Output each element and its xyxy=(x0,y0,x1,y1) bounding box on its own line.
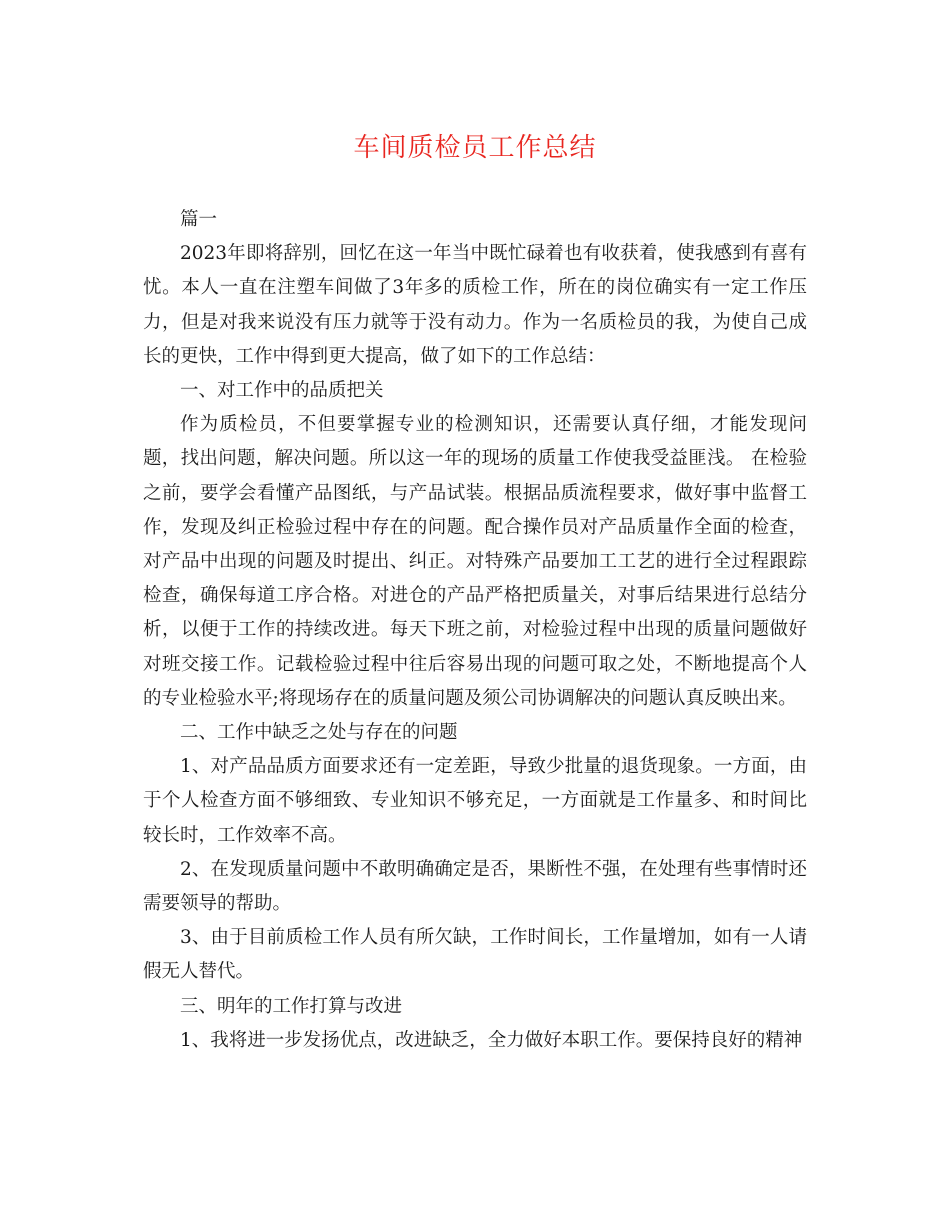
section-heading: 一、对工作中的品质把关 xyxy=(180,380,384,402)
list-item: 1、对产品品质方面要求还有一定差距，导致少批量的退货现象。一方面，由于个人检查方面不够细致、专业知识不够充足，一方面就是工作量多、和时间比较长时，工作效率不高。 xyxy=(143,756,807,846)
body-paragraph: 2023年即将辞别，回忆在这一年当中既忙碌着也有收获着，使我感到有喜有忧。本人一直在注塑车间做了3年多的质检工作，所在的岗位确实有一定工作压力，但是对我来说没有压力就等于没有动力。作为一名质检员的我，为使自己成长的更快，工作中得到更大提高，做了如下的工作总结： xyxy=(143,243,807,367)
section-heading: 三、明年的工作打算与改进 xyxy=(180,995,403,1017)
list-item: 3、由于目前质检工作人员有所欠缺，工作时间长，工作量增加，如有一人请假无人替代。 xyxy=(143,927,807,983)
section-label: 篇一 xyxy=(180,209,218,230)
document-body xyxy=(143,203,807,1058)
list-item: 1、我将进一步发扬优点，改进缺乏，全力做好本职工作。要保持良好的精神 xyxy=(180,1029,803,1051)
document-title: 车间质检员工作总结 xyxy=(353,133,597,163)
body-paragraph: 作为质检员，不但要掌握专业的检测知识，还需要认真仔细，才能发现问题，找出问题，解决问题。所以这一年的现场的质量工作使我受益匪浅。 在检验之前，要学会看懂产品图纸，与产品试装。根据品质流程要求，做好事中监督工作，发现及纠正检验过程中存在的问题。配合操作员对产品质量作全面的检查，对产品中出现的问题及时提出、纠正。对特殊产品要加工工艺的进行全过程跟踪检查，确保每道工序合格。对进仓的产品严格把质量关，对事后结果进行总结分析，以便于工作的持续改进。每天下班之前，对检验过程中出现的质量问题做好对班交接工作。记载检验过程中往后容易出现的问题可取之处，不断地提高个人的专业检验水平;将现场存在的质量问题及须公司协调解决的问题认真反映出来。 xyxy=(143,414,807,709)
section-heading: 二、工作中缺乏之处与存在的问题 xyxy=(180,722,458,744)
list-item: 2、在发现质量问题中不敢明确确定是否，果断性不强，在处理有些事情时还需要领导的帮助。 xyxy=(143,858,807,915)
